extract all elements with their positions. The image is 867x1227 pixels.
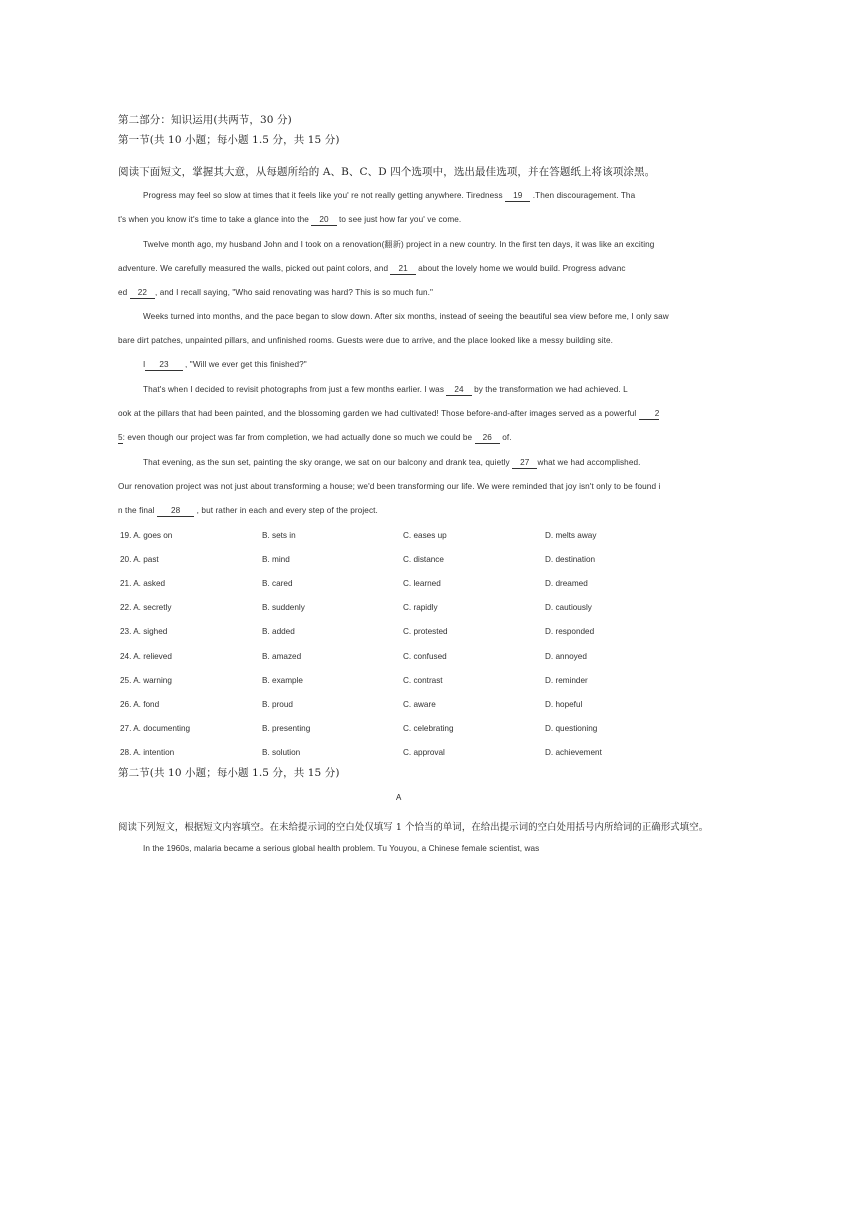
option-a: 27. A. documenting <box>120 724 191 733</box>
passage-line: bare dirt patches, unpainted pillars, and unfinished rooms. Guests were due to arrive, and the place looked like a messy building site. <box>118 336 614 345</box>
option-c: C. celebrating <box>403 724 454 733</box>
option-c: C. eases up <box>403 531 447 540</box>
option-d: D. annoyed <box>545 652 587 661</box>
option-d: D. cautiously <box>545 603 592 612</box>
passage-line: Our renovation project was not just about transforming a house; we'd been transforming our life. We were reminded that joy isn't only to be found i <box>118 482 661 491</box>
option-a: 22. A. secretly <box>120 603 172 612</box>
passage-line: Progress may feel so slow at times that it feels like you' re not really getting anywhere. Tiredness 19 .Then discouragement. Tha <box>143 191 636 200</box>
option-c: C. learned <box>403 579 441 588</box>
passage-line: ed 22 , and I recall saying, "Who said renovating was hard? This is so much fun." <box>118 288 434 297</box>
option-d: D. dreamed <box>545 579 588 588</box>
option-b: B. proud <box>262 700 293 709</box>
option-c: C. protested <box>403 627 448 636</box>
option-d: D. achievement <box>545 748 602 757</box>
section-1-instruction: 阅读下面短文，掌握其大意，从每题所给的 A、B、C、D 四个选项中，选出最佳选项，并在答题纸上将该项涂黑。 <box>118 166 656 178</box>
option-c: C. contrast <box>403 676 443 685</box>
option-c: C. aware <box>403 700 436 709</box>
option-a: 19. A. goes on <box>120 531 173 540</box>
option-a: 25. A. warning <box>120 676 172 685</box>
passage-line: I 23 , "Will we ever get this finished?" <box>143 360 307 369</box>
option-b: B. amazed <box>262 652 302 661</box>
option-d: D. hopeful <box>545 700 583 709</box>
blank-24: 24 <box>446 385 471 396</box>
option-b: B. suddenly <box>262 603 305 612</box>
blank-21: 21 <box>390 264 415 275</box>
option-b: B. solution <box>262 748 301 757</box>
passage-line: Weeks turned into months, and the pace began to slow down. After six months, instead of seeing the beautiful sea view before me, I only saw <box>143 312 669 321</box>
option-a: 20. A. past <box>120 555 159 564</box>
blank-22: 22 <box>130 288 155 299</box>
option-b: B. sets in <box>262 531 296 540</box>
passage-line: n the final 28 , but rather in each and every step of the project. <box>118 506 378 515</box>
section-1-heading: 第一节(共 10 小题；每小题 1.5 分，共 15 分) <box>118 134 340 146</box>
option-b: B. mind <box>262 555 290 564</box>
option-d: D. reminder <box>545 676 588 685</box>
passage-line: That's when I decided to revisit photographs from just a few months earlier. I was 24 by the transformation we had achieved. L <box>143 385 628 394</box>
section-2-heading: 第二节(共 10 小题；每小题 1.5 分，共 15 分) <box>118 767 340 779</box>
option-d: D. questioning <box>545 724 598 733</box>
option-c: C. rapidly <box>403 603 438 612</box>
option-c: C. confused <box>403 652 447 661</box>
blank-19: 19 <box>505 191 530 202</box>
blank-28: 28 <box>157 506 194 517</box>
option-d: D. destination <box>545 555 596 564</box>
option-c: C. distance <box>403 555 444 564</box>
blank-23: 23 <box>145 360 182 371</box>
passage-line: Twelve month ago, my husband John and I took on a renovation(翻新) project in a new country. In the first ten days, it was like an exciting <box>143 240 655 249</box>
passage-2-line: In the 1960s, malaria became a serious global health problem. Tu Youyou, a Chinese female scientist, was <box>143 844 540 853</box>
section-2-instruction: 阅读下列短文，根据短文内容填空。在未给提示词的空白处仅填写 1 个恰当的单词，在给出提示词的空白处用括号内所给词的正确形式填空。 <box>118 822 709 833</box>
option-d: D. melts away <box>545 531 597 540</box>
passage-line: t's when you know it's time to take a glance into the 20 to see just how far you' ve come. <box>118 215 462 224</box>
option-a: 26. A. fond <box>120 700 160 709</box>
option-b: B. example <box>262 676 303 685</box>
option-c: C. approval <box>403 748 445 757</box>
option-b: B. presenting <box>262 724 311 733</box>
blank-25-cont: 5 <box>118 433 123 442</box>
option-b: B. added <box>262 627 295 636</box>
option-a: 21. A. asked <box>120 579 166 588</box>
option-d: D. responded <box>545 627 595 636</box>
option-b: B. cared <box>262 579 293 588</box>
blank-26: 26 <box>475 433 500 444</box>
passage-line: 5: even though our project was far from completion, we had actually done so much we could be 26 of. <box>118 433 512 442</box>
blank-27: 27 <box>512 458 537 469</box>
passage-line: adventure. We carefully measured the walls, picked out paint colors, and 21 about the lovely home we would build. Progress advanc <box>118 264 626 273</box>
part-heading: 第二部分：知识运用(共两节，30 分) <box>118 114 292 126</box>
section-letter: A <box>396 793 402 802</box>
blank-20: 20 <box>311 215 336 226</box>
option-a: 24. A. relieved <box>120 652 172 661</box>
passage-line: ook at the pillars that had been painted, and the blossoming garden we had cultivated! Those before-and-after images served as a powerful 2 <box>118 409 660 418</box>
passage-line: That evening, as the sun set, painting the sky orange, we sat on our balcony and drank tea, quietly 27 what we had accomplished. <box>143 458 641 467</box>
blank-25: 2 <box>639 409 660 420</box>
option-a: 28. A. intention <box>120 748 175 757</box>
option-a: 23. A. sighed <box>120 627 168 636</box>
